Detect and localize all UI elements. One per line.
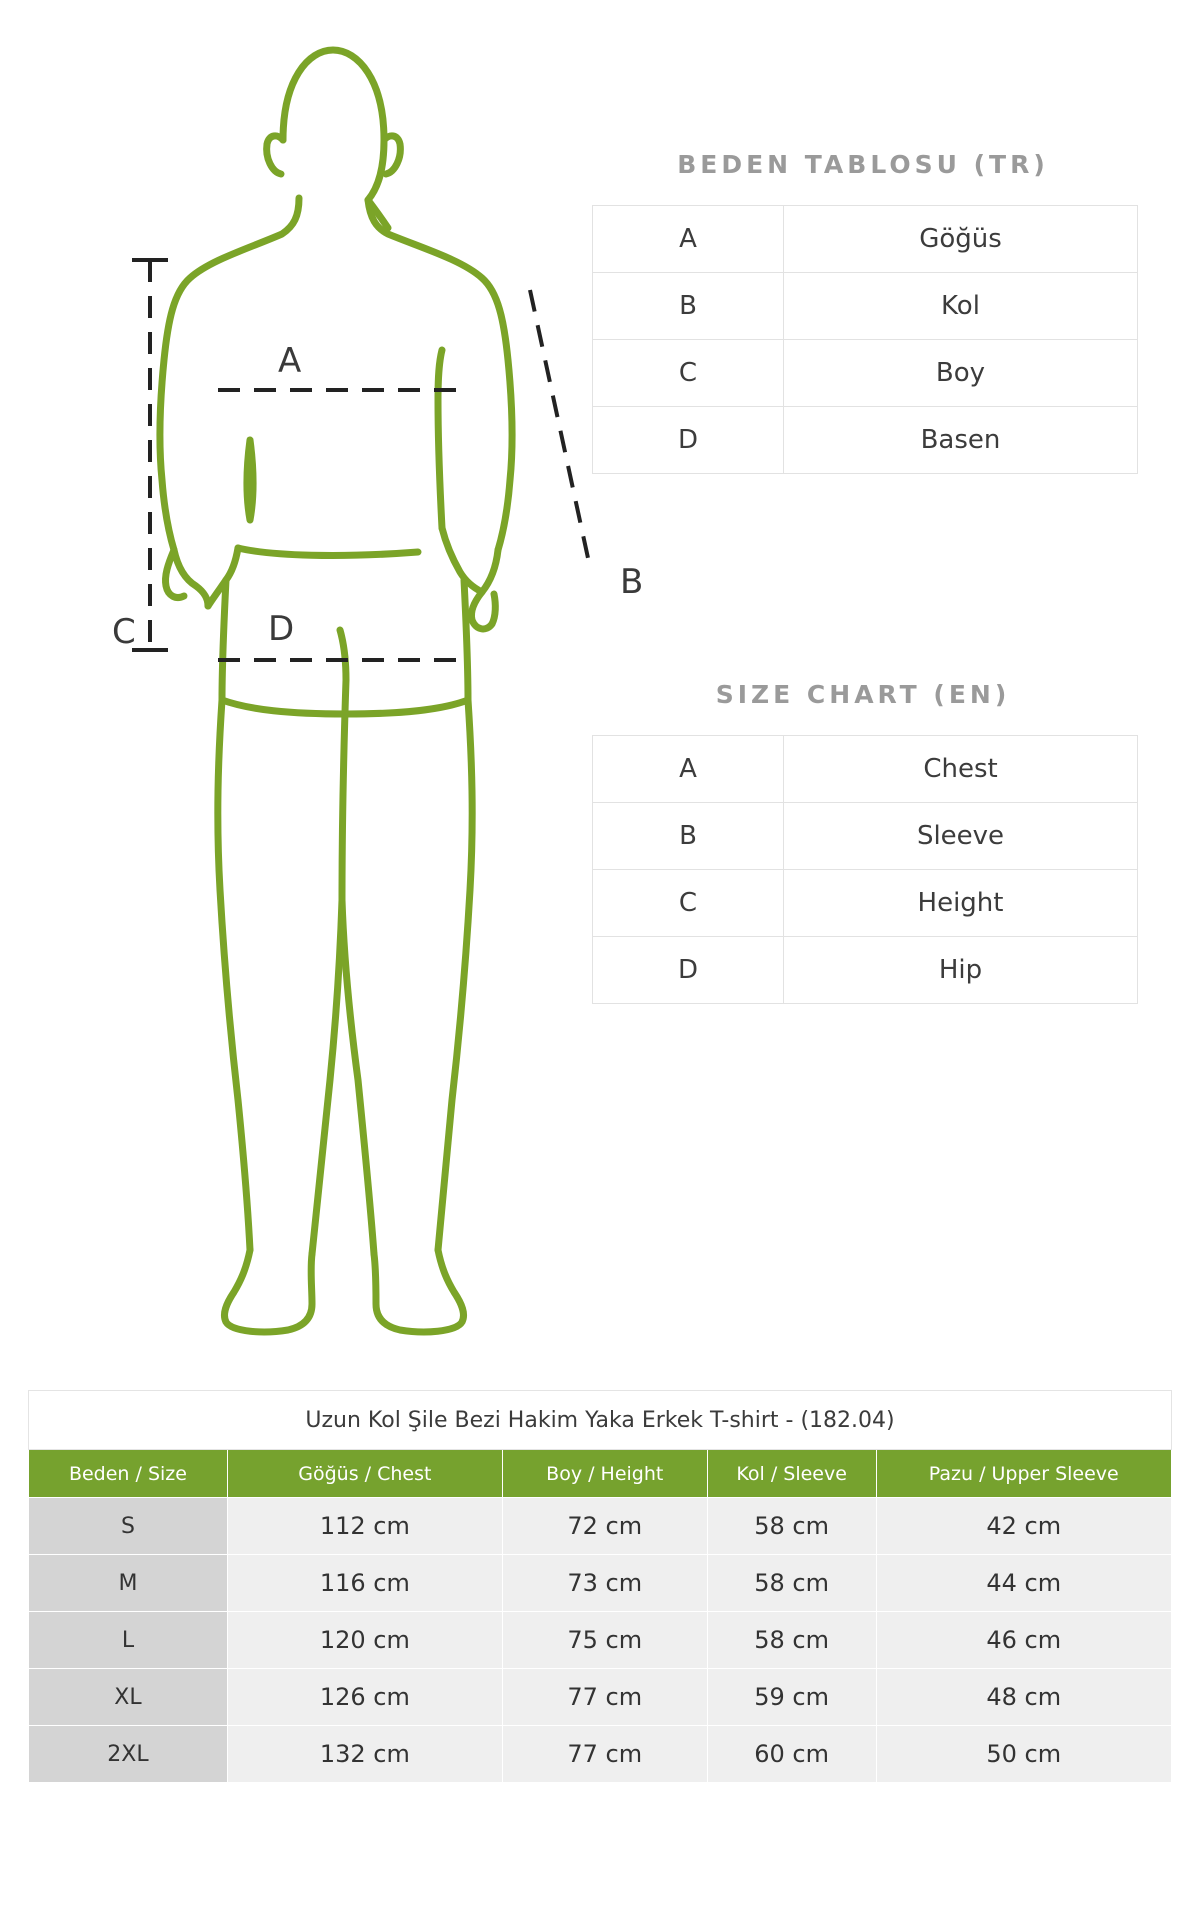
legend-key: D — [593, 937, 784, 1004]
legend-title-tr: BEDEN TABLOSU (TR) — [677, 150, 1049, 179]
legend-value: Göğüs — [784, 206, 1138, 273]
figure-label-a: A — [278, 341, 302, 381]
table-row — [29, 1669, 1172, 1726]
cell-upper-sleeve: 44 cm — [876, 1555, 1171, 1612]
size-table — [28, 1390, 1172, 1783]
table-row — [593, 340, 1138, 407]
cell-sleeve: 58 cm — [707, 1555, 876, 1612]
figure-label-d: D — [268, 609, 295, 649]
legend-value: Height — [784, 870, 1138, 937]
cell-sleeve: 59 cm — [707, 1669, 876, 1726]
table-row — [593, 206, 1138, 273]
legend-value: Basen — [784, 407, 1138, 474]
legend-table-tr — [592, 205, 1138, 474]
cell-chest: 112 cm — [227, 1498, 502, 1555]
column-header-chest: Göğüs / Chest — [227, 1450, 502, 1498]
cell-sleeve: 58 cm — [707, 1612, 876, 1669]
table-row — [593, 803, 1138, 870]
cell-size: 2XL — [29, 1726, 228, 1783]
cell-height: 73 cm — [502, 1555, 707, 1612]
column-header-sleeve: Kol / Sleeve — [707, 1450, 876, 1498]
cell-size: XL — [29, 1669, 228, 1726]
table-row — [593, 870, 1138, 937]
male-body-figure — [50, 20, 644, 1340]
figure-label-c: C — [112, 612, 136, 652]
legend-key: C — [593, 340, 784, 407]
cell-height: 77 cm — [502, 1669, 707, 1726]
legend-block-tr — [588, 150, 1138, 474]
legend-value: Hip — [784, 937, 1138, 1004]
table-row — [29, 1555, 1172, 1612]
cell-sleeve: 58 cm — [707, 1498, 876, 1555]
legend-table-en — [592, 735, 1138, 1004]
cell-chest: 116 cm — [227, 1555, 502, 1612]
table-row — [29, 1726, 1172, 1783]
cell-chest: 120 cm — [227, 1612, 502, 1669]
legend-key: A — [593, 736, 784, 803]
column-header-height: Boy / Height — [502, 1450, 707, 1498]
cell-size: M — [29, 1555, 228, 1612]
legend-value: Kol — [784, 273, 1138, 340]
cell-size: L — [29, 1612, 228, 1669]
cell-height: 77 cm — [502, 1726, 707, 1783]
table-row — [593, 736, 1138, 803]
legend-key: C — [593, 870, 784, 937]
legend-key: D — [593, 407, 784, 474]
cell-upper-sleeve: 42 cm — [876, 1498, 1171, 1555]
legend-key: B — [593, 803, 784, 870]
table-row — [593, 407, 1138, 474]
cell-sleeve: 60 cm — [707, 1726, 876, 1783]
figure-label-b: B — [620, 562, 644, 602]
legend-value: Boy — [784, 340, 1138, 407]
table-row — [29, 1612, 1172, 1669]
legend-value: Sleeve — [784, 803, 1138, 870]
legend-value: Chest — [784, 736, 1138, 803]
product-title-row — [29, 1391, 1172, 1450]
legend-block-en — [588, 680, 1138, 1004]
column-header-upper-sleeve: Pazu / Upper Sleeve — [876, 1450, 1171, 1498]
measurement-guides-svg — [50, 20, 610, 1340]
legend-title-en: SIZE CHART (EN) — [715, 680, 1011, 709]
cell-height: 75 cm — [502, 1612, 707, 1669]
legend-key: A — [593, 206, 784, 273]
cell-upper-sleeve: 46 cm — [876, 1612, 1171, 1669]
table-row — [593, 937, 1138, 1004]
legend-key: B — [593, 273, 784, 340]
table-row — [593, 273, 1138, 340]
size-table-header-row — [29, 1450, 1172, 1498]
cell-chest: 132 cm — [227, 1726, 502, 1783]
column-header-size: Beden / Size — [29, 1450, 228, 1498]
size-table-wrap — [28, 1390, 1172, 1783]
cell-upper-sleeve: 50 cm — [876, 1726, 1171, 1783]
cell-size: S — [29, 1498, 228, 1555]
cell-upper-sleeve: 48 cm — [876, 1669, 1171, 1726]
table-row — [29, 1498, 1172, 1555]
cell-height: 72 cm — [502, 1498, 707, 1555]
cell-chest: 126 cm — [227, 1669, 502, 1726]
product-title: Uzun Kol Şile Bezi Hakim Yaka Erkek T-shirt - (182.04) — [29, 1391, 1172, 1450]
